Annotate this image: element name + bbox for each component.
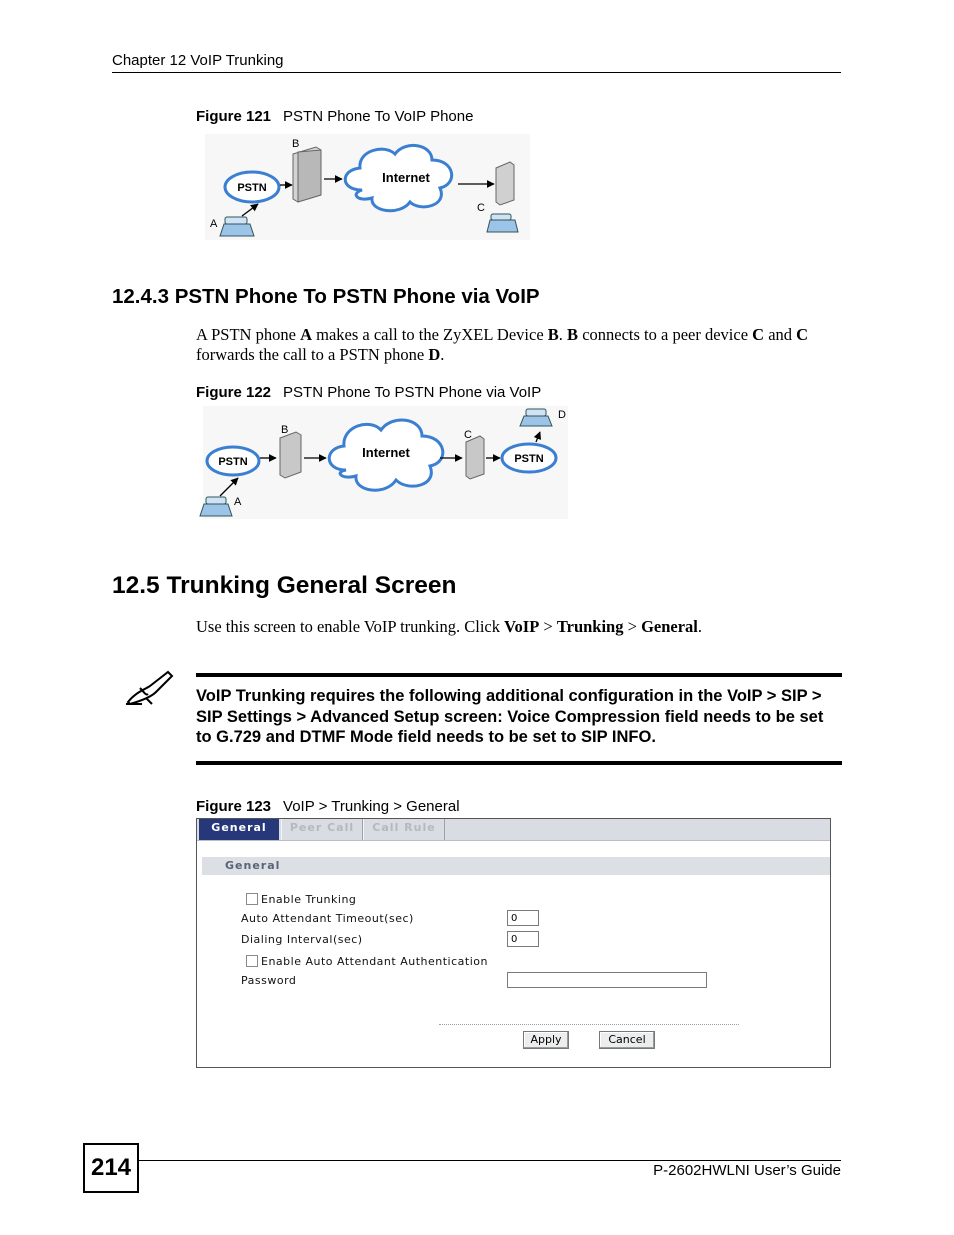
guide-title: P-2602HWLNI User’s Guide bbox=[653, 1162, 841, 1179]
note-bottom-rule bbox=[196, 761, 842, 765]
zyxel-device-b-icon bbox=[293, 147, 321, 202]
paragraph-runs bbox=[196, 325, 808, 364]
tab-call-rule[interactable]: Call Rule bbox=[363, 819, 445, 840]
cancel-button[interactable]: Cancel bbox=[599, 1031, 655, 1049]
paragraph-run: makes a call to the ZyXEL Device bbox=[311, 325, 548, 344]
paragraph-run: C bbox=[752, 325, 765, 344]
running-header: Chapter 12 VoIP Trunking bbox=[112, 52, 284, 69]
label-b: B bbox=[292, 138, 300, 150]
paragraph-run: > bbox=[539, 617, 557, 636]
paragraph-run: A PSTN phone bbox=[196, 325, 301, 344]
paragraph-run: forwards the call to a PSTN phone bbox=[196, 345, 429, 364]
tab-general[interactable]: General bbox=[199, 819, 279, 840]
pstn-left-cloud-icon bbox=[207, 447, 259, 475]
note-text: VoIP Trunking requires the following additional configuration in the VoIP > SIP > SIP Settings > Advanced Setup screen: Voice Compression field needs to be set to G.729 and DTMF Mode field needs to be set to SIP INFO. bbox=[196, 687, 824, 746]
tab-peer-call[interactable]: Peer Call bbox=[281, 819, 363, 840]
section-heading-12-5: 12.5 Trunking General Screen bbox=[112, 572, 457, 599]
zyxel-device-b-icon bbox=[280, 432, 301, 478]
enable-trunking-label: Enable Trunking bbox=[261, 893, 357, 906]
section-12-4-3-paragraph bbox=[196, 325, 842, 365]
figure-123-label: Figure 123 bbox=[196, 798, 272, 815]
internet-label: Internet bbox=[382, 170, 430, 185]
figure-121-caption bbox=[196, 108, 473, 125]
pstn-right-cloud-icon bbox=[502, 444, 556, 472]
label-c: C bbox=[464, 429, 472, 441]
tab-bar bbox=[197, 819, 830, 841]
paragraph-run: Trunking bbox=[556, 617, 624, 636]
dialing-interval-label: Dialing Interval(sec) bbox=[241, 933, 363, 946]
pstn-cloud-icon bbox=[225, 172, 279, 202]
paragraph-run: . bbox=[440, 345, 445, 364]
paragraph-run: B bbox=[547, 325, 559, 344]
paragraph-run: D bbox=[428, 345, 441, 364]
auto-attendant-timeout-label: Auto Attendant Timeout(sec) bbox=[241, 912, 414, 925]
dialing-interval-input[interactable]: 0 bbox=[507, 931, 539, 947]
paragraph-run: C bbox=[796, 325, 809, 344]
internet-label: Internet bbox=[362, 445, 410, 460]
paragraph-run: . bbox=[558, 325, 568, 344]
pstn-label: PSTN bbox=[237, 182, 267, 194]
button-separator bbox=[439, 1024, 739, 1025]
label-d: D bbox=[558, 409, 566, 421]
password-input[interactable] bbox=[507, 972, 707, 988]
paragraph-run: connects to a peer device bbox=[578, 325, 753, 344]
figure-122-label: Figure 122 bbox=[196, 384, 272, 401]
label-a: A bbox=[210, 218, 218, 230]
paragraph-run: and bbox=[764, 325, 797, 344]
note-top-rule bbox=[196, 673, 842, 677]
voip-device-c-icon bbox=[496, 162, 514, 205]
apply-button[interactable]: Apply bbox=[523, 1031, 569, 1049]
figure-121-title: PSTN Phone To VoIP Phone bbox=[283, 108, 474, 125]
paragraph-run: B bbox=[567, 325, 579, 344]
figure-121-diagram bbox=[200, 132, 535, 242]
enable-auto-attendant-auth-checkbox[interactable] bbox=[246, 955, 258, 967]
figure-123-caption bbox=[196, 798, 460, 815]
enable-auto-attendant-auth-label: Enable Auto Attendant Authentication bbox=[261, 955, 488, 968]
pen-note-icon bbox=[122, 668, 176, 708]
section-12-5-paragraph bbox=[196, 617, 842, 637]
section-bar bbox=[202, 857, 830, 875]
auto-attendant-timeout-input[interactable]: 0 bbox=[507, 910, 539, 926]
label-c: C bbox=[477, 202, 485, 214]
page-number: 214 bbox=[83, 1143, 139, 1193]
figure-122-caption bbox=[196, 384, 541, 401]
paragraph-run: . bbox=[697, 617, 703, 636]
figure-121-label: Figure 121 bbox=[196, 108, 272, 125]
trunking-general-screen bbox=[196, 818, 831, 1068]
paragraph-run: VoIP bbox=[504, 617, 540, 636]
enable-trunking-checkbox[interactable] bbox=[246, 893, 258, 905]
paragraph-run: A bbox=[300, 325, 312, 344]
pstn-right-label: PSTN bbox=[514, 453, 544, 465]
pstn-left-label: PSTN bbox=[218, 456, 248, 468]
password-label: Password bbox=[241, 974, 297, 987]
section-heading-12-4-3: 12.4.3 PSTN Phone To PSTN Phone via VoIP bbox=[112, 285, 540, 308]
header-rule bbox=[112, 72, 841, 73]
peer-device-c-icon bbox=[466, 436, 484, 479]
figure-122-title: PSTN Phone To PSTN Phone via VoIP bbox=[283, 384, 542, 401]
label-a: A bbox=[234, 496, 242, 508]
paragraph-run: > bbox=[623, 617, 642, 636]
paragraph-run: General bbox=[641, 617, 698, 636]
section-title: General bbox=[225, 859, 281, 872]
footer-rule bbox=[139, 1160, 841, 1161]
figure-123-title: VoIP > Trunking > General bbox=[283, 798, 460, 815]
label-b: B bbox=[281, 424, 289, 436]
figure-122-diagram bbox=[198, 404, 573, 522]
paragraph-runs bbox=[196, 617, 702, 636]
paragraph-run: Use this screen to enable VoIP trunking. Click bbox=[196, 617, 505, 636]
